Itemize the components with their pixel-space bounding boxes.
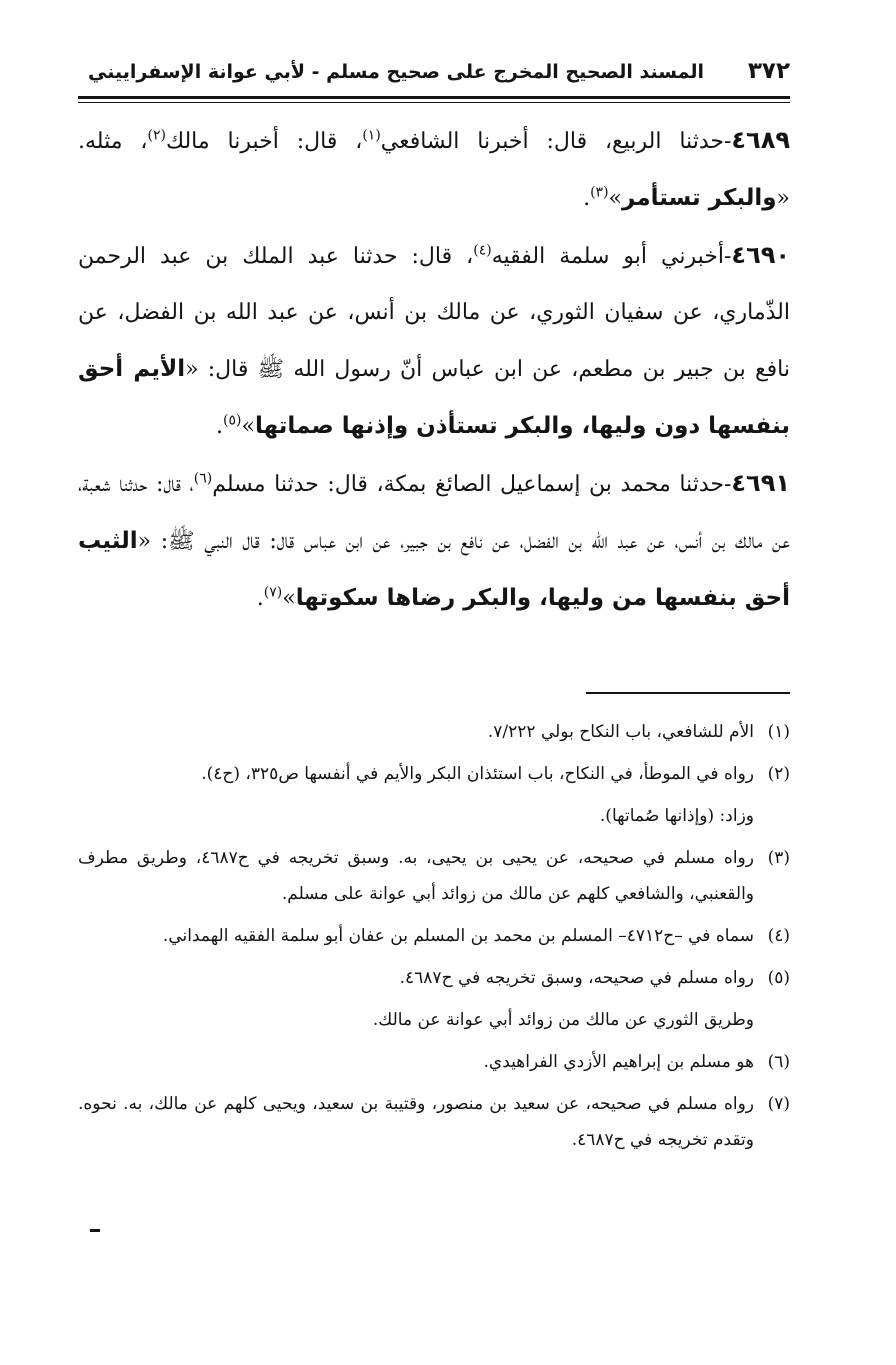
hadith-number: ٤٦٩٠ [731, 241, 791, 269]
footnote-3 [78, 840, 790, 912]
hadith-text: ، قال: حدثنا عبد الملك بن عبد الرحمن الذّماري، عن سفيان الثوري، عن مالك بن أنس، عن عبد الله بن الفضل، عن نافع بن جبير بن مطعم، عن ابن عباس أنّ رسول الله ﷺ قال: « [78, 244, 790, 382]
page-end-mark [90, 1229, 100, 1232]
footnote-4 [78, 918, 790, 954]
footnote-text: رواه مسلم في صحيحه، عن يحيى بن يحيى، به. وسبق تخريجه في ح٤٦٨٧، وطريق مطرف والقعنبي، والشافعي كلهم عن مالك من زوائد أبي عوانة على مسلم. [78, 848, 754, 904]
header-rule-thin [78, 102, 790, 103]
footnotes [78, 714, 790, 1164]
hadith-text: -حدثنا الربيع، قال: أخبرنا الشافعي [380, 129, 732, 154]
footnote-text: رواه في الموطأ، في النكاح، باب استئذان البكر والأيم في أنفسها ص٣٢٥، (ح٤). [201, 764, 754, 784]
hadith-matn: والبكر تستأمر [622, 185, 777, 211]
hadith-text: » [241, 414, 255, 439]
footnote-2 [78, 756, 790, 792]
footnote-2-continuation: وزاد: (وإذانها صُماتها). [599, 806, 754, 826]
footnote-text: الأم للشافعي، باب النكاح بولي ٧/٢٢٢. [487, 722, 754, 742]
hadith-text: -أخبرني أبو سلمة الفقيه [491, 244, 732, 269]
main-text [78, 112, 790, 627]
footnote-6 [78, 1044, 790, 1080]
footnote-number: (٣) [767, 848, 790, 868]
footnote-text: سماه في –ح٤٧١٢– المسلم بن محمد بن المسلم بن عفان أبو سلمة الفقيه الهمداني. [162, 926, 754, 946]
hadith-text: ، قال: أخبرنا مالك [165, 129, 363, 154]
footnote-text: رواه مسلم في صحيحه، عن سعيد بن منصور، وقتيبة بن سعيد، ويحيى كلهم عن مالك، به. نحوه. وتقدم تخريجه في ح٤٦٨٧. [78, 1094, 754, 1150]
hadith-matn: الثيب أحق بنفسها من وليها، والبكر رضاها سكوتها [78, 528, 790, 611]
hadith-4691 [78, 455, 790, 627]
footnote-ref: (٥) [223, 412, 242, 429]
hadith-number: ٤٦٩١ [731, 469, 790, 497]
header-row [78, 58, 790, 94]
footnote-number: (٧) [767, 1094, 790, 1114]
footnote-separator [586, 692, 790, 694]
footnote-ref: (٢) [147, 127, 166, 144]
hadith-text: » [608, 186, 623, 211]
footnote-ref: (٣) [590, 184, 609, 201]
hadith-text: » [282, 586, 296, 611]
hadith-number: ٤٦٨٩ [731, 126, 790, 154]
hadith-4690 [78, 227, 790, 455]
footnote-7 [78, 1086, 790, 1158]
hadith-text: . [216, 414, 224, 439]
hadith-text: -حدثنا محمد بن إسماعيل الصائغ بمكة، قال: حدثنا مسلم [212, 472, 732, 497]
footnote-number: (٤) [767, 926, 790, 946]
footnote-ref: (٤) [473, 242, 492, 259]
running-title: المسند الصحيح المخرج على صحيح مسلم - لأبي عوانة الإسفراييني [88, 61, 704, 83]
footnote-5 [78, 960, 790, 996]
hadith-4689 [78, 112, 790, 227]
footnote-5-continuation: وطريق الثوري عن مالك من زوائد أبي عوانة عن مالك. [372, 1010, 754, 1030]
footnote-number: (٢) [767, 764, 790, 784]
hadith-text: ، مثله. « [78, 129, 790, 211]
page-number: ٣٧٢ [747, 58, 790, 84]
footnote-1 [78, 714, 790, 750]
footnote-number: (١) [767, 722, 790, 742]
hadith-text: . [583, 186, 591, 211]
footnote-ref: (١) [362, 127, 381, 144]
header-rule-thick [78, 96, 790, 99]
footnote-number: (٦) [767, 1052, 790, 1072]
footnote-text: رواه مسلم في صحيحه، وسبق تخريجه في ح٤٦٨٧. [399, 968, 754, 988]
footnote-text: هو مسلم بن إبراهيم الأزدي الفراهيدي. [483, 1052, 754, 1072]
hadith-matn: الأيم أحق بنفسها دون وليها، والبكر تستأذن وإذنها صماتها [78, 356, 790, 439]
page-header [78, 58, 790, 98]
footnote-ref: (٦) [193, 470, 213, 487]
hadith-text: . [256, 586, 264, 611]
hadith-text: ، قال: حدثنا شعبة، عن مالك بن أنس، عن عبد الله بن الفضل، عن نافع بن جبير، عن ابن عباس قال: قال النبي ﷺ: « [78, 472, 790, 554]
footnote-number: (٥) [767, 968, 790, 988]
footnote-ref: (٧) [263, 584, 283, 601]
